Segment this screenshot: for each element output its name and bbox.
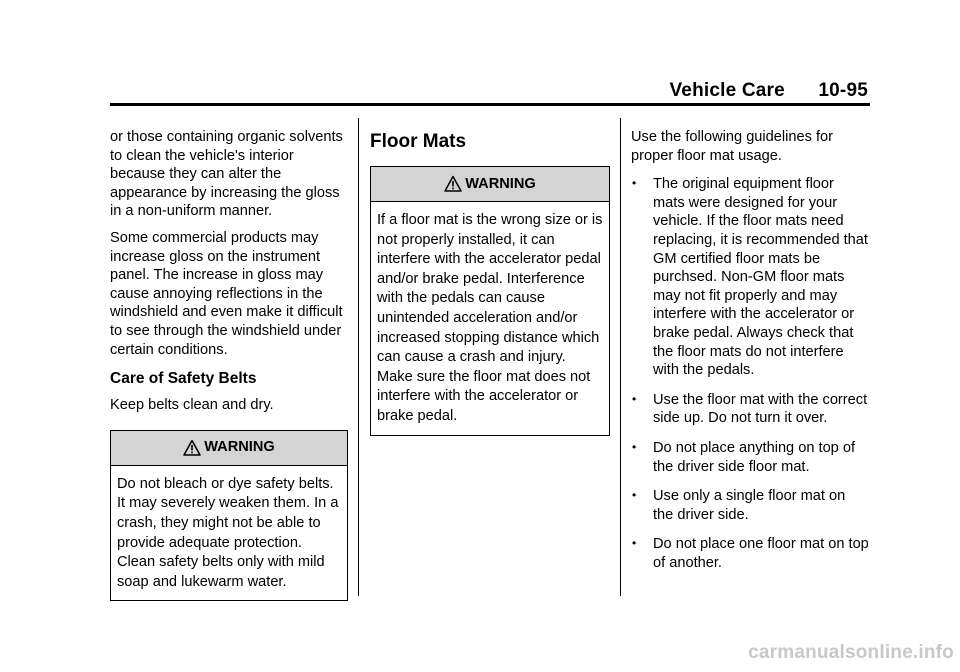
warning-text: If a floor mat is the wrong size or is not properly installed, it can interfere with the accelerator pedal and/or brake pedal. Interference with the pedals can cause unintended acceleration and/or increased stopping distance which can cause a crash and injury. Make sure the floor mat does not interfere with the accelerator or brake pedal. bbox=[377, 212, 603, 424]
list-item: • Do not place anything on top of the driver side floor mat. bbox=[632, 439, 856, 475]
guidelines-list bbox=[631, 175, 869, 572]
section-title: Vehicle Care bbox=[669, 80, 785, 101]
warning-box-floor-mats bbox=[370, 166, 610, 436]
middle-column bbox=[370, 128, 610, 436]
warning-box-safety-belts bbox=[110, 430, 348, 602]
column-divider-left bbox=[358, 118, 359, 596]
warning-label: WARNING bbox=[204, 439, 275, 456]
bullet-icon: • bbox=[632, 176, 637, 191]
heading-floor-mats: Floor Mats bbox=[370, 131, 467, 152]
list-item: • Do not place one floor mat on top of another. bbox=[632, 536, 869, 571]
warning-text: Do not bleach or dye safety belts. It may severely weaken them. In a crash, they might not be able to provide adequate protection. Clean safety belts only with mild soap and lukewarm water. bbox=[117, 475, 339, 590]
left-column bbox=[110, 128, 348, 601]
bullet-icon: • bbox=[632, 391, 637, 406]
caution-triangle-icon bbox=[183, 439, 201, 457]
subheading-safety-belts: Care of Safety Belts bbox=[110, 370, 257, 388]
warning-header bbox=[111, 431, 347, 466]
paragraph-gloss: Some commercial products may increase gloss on the instrument panel. The increase in gloss may cause annoying reflections in the windshield and even make it difficult to see through the windshield under certain conditions. bbox=[110, 229, 343, 358]
page-header bbox=[669, 80, 868, 102]
bullet-icon: • bbox=[632, 488, 637, 503]
page-number: 10-95 bbox=[818, 80, 868, 101]
bullet-icon: • bbox=[632, 439, 637, 454]
watermark: carmanualsonline.info bbox=[748, 642, 954, 663]
paragraph-guidelines-intro: Use the following guidelines for proper floor mat usage. bbox=[631, 129, 833, 164]
paragraph-cleaners: or those containing organic solvents to clean the vehicle's interior because they can alter the appearance by increasing the gloss in a non-uniform manner. bbox=[110, 129, 343, 220]
bullet-icon: • bbox=[632, 536, 637, 551]
column-divider-right bbox=[620, 118, 621, 596]
warning-header bbox=[371, 167, 609, 202]
list-item: • Use only a single floor mat on the driver side. bbox=[632, 488, 846, 523]
warning-label: WARNING bbox=[465, 175, 536, 192]
paragraph-keep-clean: Keep belts clean and dry. bbox=[110, 397, 274, 414]
caution-triangle-icon bbox=[444, 175, 462, 193]
right-column bbox=[631, 128, 869, 583]
list-item: • Use the floor mat with the correct side up. Do not turn it over. bbox=[632, 391, 868, 427]
list-item: • The original equipment floor mats were designed for your vehicle. If the floor mats need replacing, it is recommended that GM certified floor mats be purchsed. Non-GM floor mats may not fit properly and may interfere with the accelerator or brake pedal. Always check that the floor mats do not interfere with the pedals. bbox=[632, 176, 868, 379]
header-rule bbox=[110, 103, 870, 106]
